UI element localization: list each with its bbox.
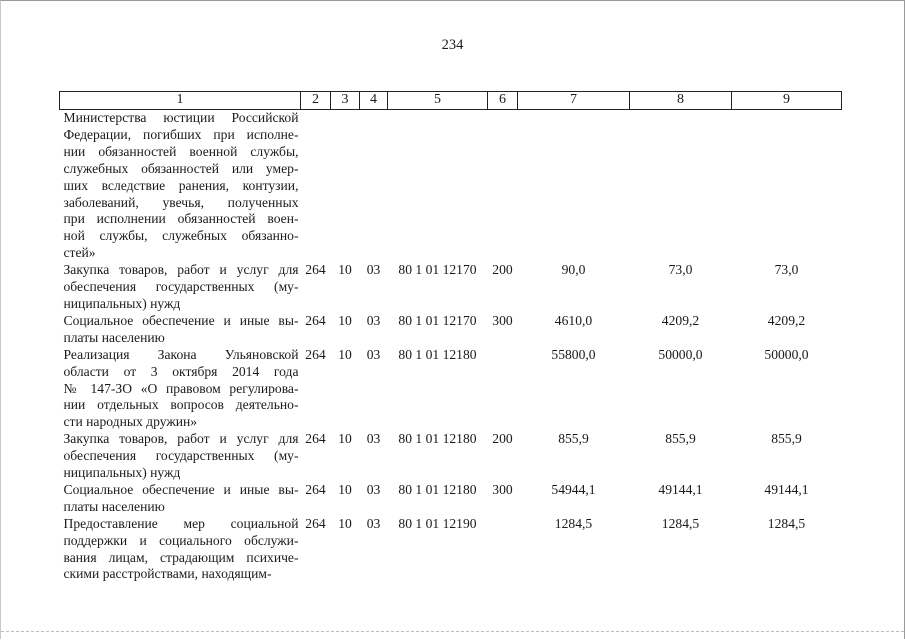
description-line: обеспечения государственных (му- <box>63 279 299 295</box>
amount-year-3-cell: 50000,0 <box>764 346 809 362</box>
section-code-cell <box>331 110 360 263</box>
header-col-8: 8 <box>630 92 732 110</box>
subsection-code-cell <box>360 110 388 263</box>
table-row <box>60 347 842 432</box>
description-line: заболеваний, увечья, полученных <box>63 194 299 210</box>
header-col-3: 3 <box>331 92 360 110</box>
description-line: области от 3 октября 2014 года <box>63 363 299 379</box>
target-article-cell: 80 1 01 12170 <box>398 262 477 278</box>
amount-year-2-cell: 73,0 <box>668 262 693 278</box>
amount-year-2-cell: 49144,1 <box>658 481 703 497</box>
target-article-cell: 80 1 01 12180 <box>398 431 477 447</box>
amount-year-1-cell <box>518 110 630 263</box>
description-line: обеспечения государственных (му- <box>63 448 299 464</box>
expense-type-cell <box>488 110 518 263</box>
description-line: скими расстройствами, находящим- <box>63 566 272 582</box>
gr-code-cell: 264 <box>305 346 326 362</box>
expense-type-cell <box>488 516 518 584</box>
description-line: сти народных дружин» <box>63 414 198 430</box>
section-code-cell: 10 <box>338 431 352 447</box>
amount-year-2-cell: 4209,2 <box>661 312 700 328</box>
gr-code-cell: 264 <box>305 431 326 447</box>
description-line: Предоставление мер социальной <box>63 515 299 531</box>
table-row <box>60 516 842 584</box>
row-description <box>60 313 301 347</box>
section-code-cell: 10 <box>338 346 352 362</box>
gr-code-cell <box>301 110 331 263</box>
section-code-cell: 10 <box>338 262 352 278</box>
amount-year-1-cell: 54944,1 <box>551 481 596 497</box>
section-code-cell: 10 <box>338 515 352 531</box>
description-line: нии отдельных вопросов деятельно- <box>63 397 299 413</box>
description-line: Министерства юстиции Российской <box>63 110 299 125</box>
description-line: ших вследствие ранения, контузии, <box>63 177 299 193</box>
gr-code-cell: 264 <box>305 312 326 328</box>
subsection-code-cell: 03 <box>366 312 381 328</box>
amount-year-2-cell: 1284,5 <box>661 515 700 531</box>
section-code-cell: 10 <box>338 312 352 328</box>
description-line: платы населению <box>63 498 165 514</box>
gr-code-cell: 264 <box>305 515 326 531</box>
description-line: при исполнении обязанностей воен- <box>63 211 299 227</box>
amount-year-1-cell: 1284,5 <box>554 515 593 531</box>
page-number: 234 <box>441 37 464 53</box>
header-col-1: 1 <box>60 92 301 110</box>
amount-year-3-cell: 73,0 <box>774 262 799 278</box>
description-line: платы населению <box>63 329 165 345</box>
amount-year-2-cell: 855,9 <box>665 431 696 447</box>
amount-year-3-cell: 1284,5 <box>767 515 806 531</box>
description-line: Реализация Закона Ульяновской <box>63 346 299 362</box>
description-line: ниципальных) нужд <box>63 295 181 311</box>
expense-type-cell: 200 <box>492 431 513 447</box>
table-header-row <box>60 92 842 110</box>
page-bottom-edge <box>1 631 904 632</box>
row-description <box>60 110 301 263</box>
description-line: служебных обязанностей или умер- <box>63 160 299 176</box>
gr-code-cell: 264 <box>305 262 326 278</box>
amount-year-3-cell: 855,9 <box>771 431 802 447</box>
gr-code-cell: 264 <box>305 481 326 497</box>
description-line: вания лицам, страдающим психиче- <box>63 549 299 565</box>
target-article-cell: 80 1 01 12190 <box>398 515 477 531</box>
subsection-code-cell: 03 <box>366 431 381 447</box>
description-line: Федерации, погибших при исполне- <box>63 126 299 142</box>
section-code-cell: 10 <box>338 481 352 497</box>
amount-year-1-cell: 90,0 <box>561 262 586 278</box>
target-article-cell: 80 1 01 12170 <box>398 312 477 328</box>
header-col-6: 6 <box>488 92 518 110</box>
amount-year-2-cell: 50000,0 <box>658 346 703 362</box>
description-line: ниципальных) нужд <box>63 465 181 481</box>
subsection-code-cell: 03 <box>366 346 381 362</box>
amount-year-3-cell: 4209,2 <box>767 312 806 328</box>
table-row <box>60 313 842 347</box>
description-line: Закупка товаров, работ и услуг для <box>63 262 299 278</box>
expense-type-cell: 200 <box>492 262 513 278</box>
expense-type-cell: 300 <box>492 481 513 497</box>
header-col-7: 7 <box>518 92 630 110</box>
header-col-9: 9 <box>732 92 842 110</box>
row-description <box>60 431 301 482</box>
description-line: ной службы, служебных обязанно- <box>63 228 299 244</box>
description-line: поддержки и социального обслужи- <box>63 532 299 548</box>
description-line: Закупка товаров, работ и услуг для <box>63 431 299 447</box>
amount-year-1-cell: 55800,0 <box>551 346 596 362</box>
target-article-cell <box>388 110 488 263</box>
subsection-code-cell: 03 <box>366 481 381 497</box>
amount-year-1-cell: 4610,0 <box>554 312 593 328</box>
amount-year-1-cell: 855,9 <box>558 431 589 447</box>
subsection-code-cell: 03 <box>366 262 381 278</box>
subsection-code-cell: 03 <box>366 515 381 531</box>
table-body <box>60 110 842 584</box>
amount-year-3-cell: 49144,1 <box>764 481 809 497</box>
target-article-cell: 80 1 01 12180 <box>398 481 477 497</box>
row-description <box>60 516 301 584</box>
expense-type-cell <box>488 347 518 432</box>
header-col-5: 5 <box>388 92 488 110</box>
row-description <box>60 347 301 432</box>
budget-table <box>59 91 842 583</box>
table-row <box>60 110 842 263</box>
amount-year-3-cell <box>732 110 842 263</box>
expense-type-cell: 300 <box>492 312 513 328</box>
header-col-2: 2 <box>301 92 331 110</box>
row-description <box>60 262 301 313</box>
description-line: Социальное обеспечение и иные вы- <box>63 312 299 328</box>
description-line: стей» <box>63 245 96 261</box>
target-article-cell: 80 1 01 12180 <box>398 346 477 362</box>
table-row <box>60 482 842 516</box>
table-row <box>60 431 842 482</box>
amount-year-2-cell <box>630 110 732 263</box>
description-line: нии обязанностей военной службы, <box>63 143 299 159</box>
table-row <box>60 262 842 313</box>
description-line: Социальное обеспечение и иные вы- <box>63 481 299 497</box>
description-line: № 147-ЗО «О правовом регулирова- <box>63 380 299 396</box>
header-col-4: 4 <box>360 92 388 110</box>
row-description <box>60 482 301 516</box>
